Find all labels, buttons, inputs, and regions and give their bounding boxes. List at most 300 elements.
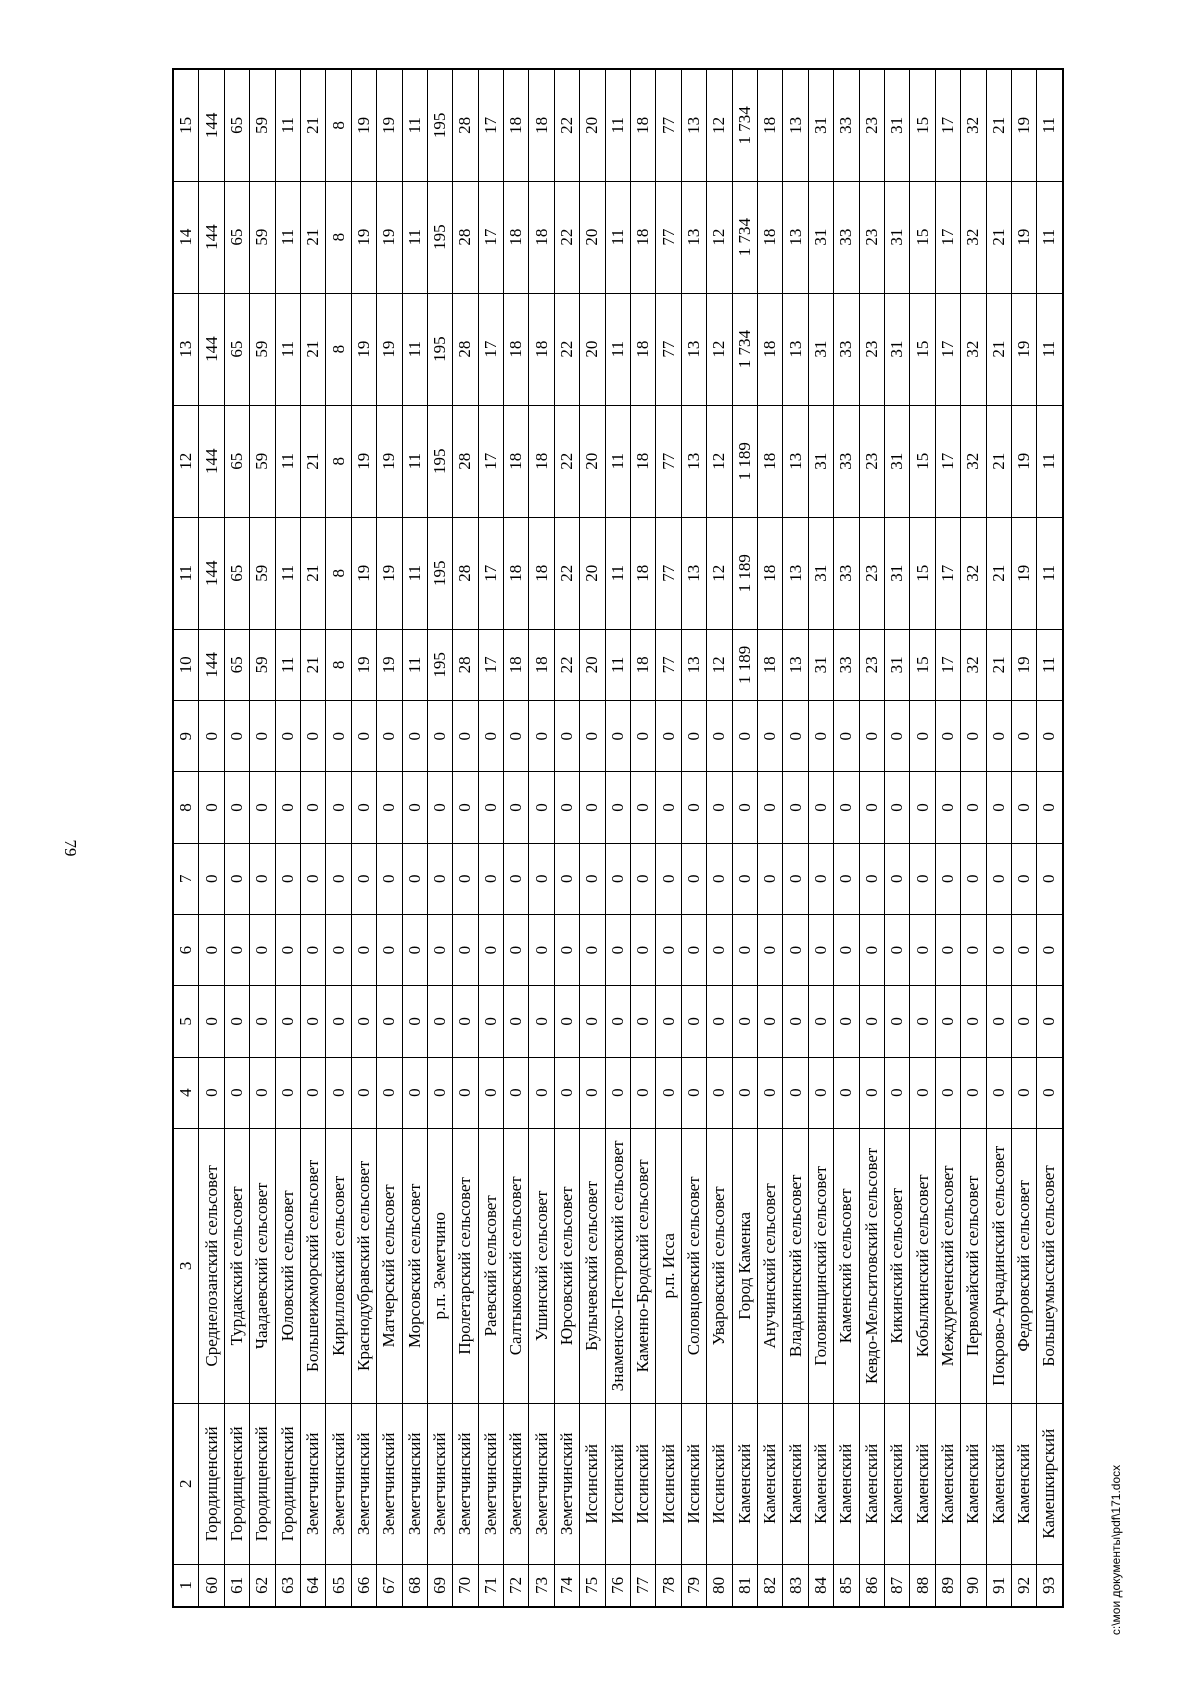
- table-cell: 0: [504, 843, 529, 914]
- table-cell: 22: [554, 629, 579, 700]
- page-number: 79: [61, 839, 80, 857]
- table-cell: 84: [808, 1564, 833, 1607]
- table-cell: 21: [986, 517, 1011, 629]
- table-cell: 32: [961, 181, 986, 293]
- table-cell: 0: [250, 701, 275, 772]
- table-cell: 0: [1037, 914, 1063, 985]
- table-cell: 18: [529, 69, 554, 181]
- table-cell: 21: [300, 405, 325, 517]
- table-cell: 88: [910, 1564, 935, 1607]
- table-cell: 0: [859, 701, 884, 772]
- header-cell-15: 15: [173, 69, 199, 181]
- table-cell: 0: [910, 986, 935, 1057]
- table-cell: 59: [250, 181, 275, 293]
- table-cell: Среднелозанский сельсовет: [199, 1128, 224, 1403]
- table-cell: Юловский сельсовет: [275, 1128, 300, 1403]
- table-cell: 32: [961, 69, 986, 181]
- table-cell: Земетчинский: [504, 1403, 529, 1564]
- table-cell: 0: [275, 1057, 300, 1128]
- table-row: [732, 69, 757, 1607]
- table-cell: 70: [453, 1564, 478, 1607]
- table-row: [707, 69, 732, 1607]
- table-cell: 11: [1037, 405, 1063, 517]
- table-cell: 77: [656, 517, 681, 629]
- header-row: [173, 69, 199, 1607]
- table-cell: 0: [224, 772, 249, 843]
- table-cell: Земетчинский: [453, 1403, 478, 1564]
- table-cell: Междуреченский сельсовет: [935, 1128, 960, 1403]
- table-cell: 1 189: [732, 629, 757, 700]
- table-cell: Кевдо-Мельситовский сельсовет: [859, 1128, 884, 1403]
- table-cell: 0: [605, 986, 630, 1057]
- header-cell-2: 2: [173, 1403, 199, 1564]
- table-cell: 0: [656, 843, 681, 914]
- table-cell: Матчерский сельсовет: [377, 1128, 402, 1403]
- table-cell: Каменский: [986, 1403, 1011, 1564]
- table-cell: 0: [580, 1057, 605, 1128]
- table-cell: 11: [605, 293, 630, 405]
- table-cell: 92: [1011, 1564, 1036, 1607]
- table-cell: 0: [529, 772, 554, 843]
- table-cell: Каменский: [884, 1403, 909, 1564]
- table-cell: 0: [707, 914, 732, 985]
- table-cell: 0: [808, 701, 833, 772]
- table-cell: 0: [1011, 1057, 1036, 1128]
- table-cell: 0: [732, 843, 757, 914]
- table-cell: 0: [605, 914, 630, 985]
- table-cell: Краснодубравский сельсовет: [351, 1128, 376, 1403]
- table-cell: 0: [351, 914, 376, 985]
- table-cell: 18: [529, 517, 554, 629]
- table-cell: 0: [377, 1057, 402, 1128]
- table-cell: 1 734: [732, 181, 757, 293]
- table-cell: 0: [732, 986, 757, 1057]
- table-cell: Знаменско-Пестровский сельсовет: [605, 1128, 630, 1403]
- table-cell: 0: [707, 701, 732, 772]
- table-row: [250, 69, 275, 1607]
- table-cell: 85: [834, 1564, 859, 1607]
- table-cell: 87: [884, 1564, 909, 1607]
- table-cell: 15: [910, 293, 935, 405]
- table-cell: 18: [757, 405, 782, 517]
- table-cell: 0: [656, 986, 681, 1057]
- table-cell: 8: [326, 405, 351, 517]
- table-cell: 0: [605, 1057, 630, 1128]
- table-cell: 90: [961, 1564, 986, 1607]
- table-cell: 0: [986, 1057, 1011, 1128]
- table-cell: Анучинский сельсовет: [757, 1128, 782, 1403]
- table-cell: 66: [351, 1564, 376, 1607]
- table-cell: 33: [834, 517, 859, 629]
- table-cell: 17: [935, 181, 960, 293]
- table-cell: 0: [300, 772, 325, 843]
- table-cell: Каменский: [732, 1403, 757, 1564]
- table-cell: Земетчинский: [478, 1403, 503, 1564]
- table-cell: 18: [529, 181, 554, 293]
- table-cell: 0: [732, 914, 757, 985]
- table-cell: 18: [504, 181, 529, 293]
- table-cell: 0: [834, 843, 859, 914]
- table-cell: 77: [656, 629, 681, 700]
- table-cell: 0: [910, 1057, 935, 1128]
- table-cell: Земетчинский: [529, 1403, 554, 1564]
- table-cell: 13: [681, 181, 706, 293]
- table-cell: Чаадаевский сельсовет: [250, 1128, 275, 1403]
- table-cell: Каменский: [757, 1403, 782, 1564]
- table-cell: 0: [351, 701, 376, 772]
- table-cell: 0: [326, 1057, 351, 1128]
- table-cell: 0: [250, 843, 275, 914]
- table-cell: 11: [605, 181, 630, 293]
- table-cell: 0: [935, 1057, 960, 1128]
- table-cell: 33: [834, 181, 859, 293]
- table-cell: 0: [326, 986, 351, 1057]
- table-cell: 31: [884, 517, 909, 629]
- table-cell: 144: [199, 181, 224, 293]
- table-cell: 0: [656, 914, 681, 985]
- table-cell: 19: [377, 405, 402, 517]
- table-cell: 19: [377, 181, 402, 293]
- table-cell: 0: [656, 772, 681, 843]
- table-cell: Городищенский: [275, 1403, 300, 1564]
- table-cell: 59: [250, 629, 275, 700]
- table-row: [605, 69, 630, 1607]
- table-cell: Пролетарский сельсовет: [453, 1128, 478, 1403]
- table-cell: 0: [377, 914, 402, 985]
- table-cell: Морсовский сельсовет: [402, 1128, 427, 1403]
- table-cell: 0: [250, 772, 275, 843]
- table-cell: Каменский: [808, 1403, 833, 1564]
- table-row: [402, 69, 427, 1607]
- table-cell: 59: [250, 517, 275, 629]
- table-cell: 74: [554, 1564, 579, 1607]
- table-cell: 0: [707, 772, 732, 843]
- table-row: [326, 69, 351, 1607]
- table-cell: 17: [935, 405, 960, 517]
- table-cell: 0: [783, 986, 808, 1057]
- table-cell: 86: [859, 1564, 884, 1607]
- table-cell: Иссинский: [605, 1403, 630, 1564]
- table-cell: Головинщинский сельсовет: [808, 1128, 833, 1403]
- table-cell: 0: [351, 986, 376, 1057]
- table-cell: 67: [377, 1564, 402, 1607]
- table-cell: 28: [453, 181, 478, 293]
- table-cell: 0: [199, 914, 224, 985]
- table-cell: 0: [884, 986, 909, 1057]
- table-cell: 144: [199, 69, 224, 181]
- table-cell: 0: [884, 843, 909, 914]
- table-cell: 19: [351, 181, 376, 293]
- table-cell: р.п. Земетчино: [427, 1128, 452, 1403]
- table-cell: 62: [250, 1564, 275, 1607]
- table-row: [808, 69, 833, 1607]
- table-cell: 0: [326, 843, 351, 914]
- table-cell: 0: [783, 772, 808, 843]
- header-cell-4: 4: [173, 1057, 199, 1128]
- table-cell: 13: [681, 293, 706, 405]
- table-cell: 28: [453, 517, 478, 629]
- table-cell: Салтыковский сельсовет: [504, 1128, 529, 1403]
- table-cell: 0: [859, 914, 884, 985]
- table-cell: 11: [605, 405, 630, 517]
- table-cell: 77: [656, 69, 681, 181]
- header-cell-13: 13: [173, 293, 199, 405]
- table-row: [884, 69, 909, 1607]
- table-cell: Кобылкинский сельсовет: [910, 1128, 935, 1403]
- table-cell: Федоровский сельсовет: [1011, 1128, 1036, 1403]
- table-cell: 0: [986, 914, 1011, 985]
- table-cell: 0: [529, 914, 554, 985]
- table-cell: 28: [453, 629, 478, 700]
- table-cell: 0: [326, 772, 351, 843]
- table-cell: 11: [275, 181, 300, 293]
- table-cell: 31: [808, 293, 833, 405]
- table-cell: 0: [1011, 772, 1036, 843]
- table-cell: 18: [757, 517, 782, 629]
- table-cell: 0: [351, 772, 376, 843]
- table-cell: 0: [961, 986, 986, 1057]
- table-cell: 0: [326, 701, 351, 772]
- table-cell: 0: [1037, 1057, 1063, 1128]
- table-cell: 0: [783, 914, 808, 985]
- table-cell: 0: [250, 914, 275, 985]
- table-cell: 65: [224, 405, 249, 517]
- table-cell: 28: [453, 293, 478, 405]
- table-cell: 0: [529, 986, 554, 1057]
- table-cell: Земетчинский: [427, 1403, 452, 1564]
- table-cell: 32: [961, 405, 986, 517]
- table-cell: Кирилловский сельсовет: [326, 1128, 351, 1403]
- table-cell: 0: [300, 914, 325, 985]
- table-cell: 13: [783, 405, 808, 517]
- table-cell: 0: [529, 843, 554, 914]
- table-cell: 64: [300, 1564, 325, 1607]
- table-cell: 0: [961, 772, 986, 843]
- table-cell: 20: [580, 293, 605, 405]
- table-cell: 31: [884, 293, 909, 405]
- table-cell: 8: [326, 69, 351, 181]
- table-cell: Камешкирский: [1037, 1403, 1063, 1564]
- table-cell: Иссинский: [631, 1403, 656, 1564]
- table-row: [300, 69, 325, 1607]
- table-cell: 31: [884, 69, 909, 181]
- table-cell: 0: [580, 772, 605, 843]
- table-cell: 59: [250, 405, 275, 517]
- table-cell: 11: [402, 629, 427, 700]
- table-cell: 69: [427, 1564, 452, 1607]
- header-cell-1: 1: [173, 1564, 199, 1607]
- header-cell-3: 3: [173, 1128, 199, 1403]
- table-cell: 18: [631, 405, 656, 517]
- table-cell: 0: [910, 701, 935, 772]
- table-cell: 0: [986, 772, 1011, 843]
- table-cell: 0: [757, 843, 782, 914]
- table-cell: 33: [834, 629, 859, 700]
- table-cell: 0: [910, 914, 935, 985]
- table-cell: 72: [504, 1564, 529, 1607]
- table-cell: Земетчинский: [402, 1403, 427, 1564]
- table-cell: 0: [478, 772, 503, 843]
- table-row: [656, 69, 681, 1607]
- table-cell: 77: [631, 1564, 656, 1607]
- data-table: [172, 68, 1064, 1608]
- table-cell: 0: [656, 701, 681, 772]
- table-cell: 17: [478, 181, 503, 293]
- table-cell: 0: [504, 914, 529, 985]
- table-cell: 0: [961, 914, 986, 985]
- table-cell: Каменский: [859, 1403, 884, 1564]
- table-cell: 77: [656, 181, 681, 293]
- table-cell: Каменский сельсовет: [834, 1128, 859, 1403]
- table-cell: 0: [453, 772, 478, 843]
- table-cell: 0: [351, 1057, 376, 1128]
- table-cell: 31: [808, 405, 833, 517]
- table-cell: 89: [935, 1564, 960, 1607]
- table-cell: 0: [1011, 701, 1036, 772]
- table-row: [199, 69, 224, 1607]
- table-cell: 0: [199, 843, 224, 914]
- table-cell: 82: [757, 1564, 782, 1607]
- table-row: [351, 69, 376, 1607]
- table-cell: 0: [453, 986, 478, 1057]
- table-cell: 22: [554, 517, 579, 629]
- table-cell: 23: [859, 629, 884, 700]
- table-cell: 0: [808, 1057, 833, 1128]
- table-cell: 0: [605, 772, 630, 843]
- table-cell: 13: [681, 405, 706, 517]
- table-cell: 28: [453, 405, 478, 517]
- table-row: [478, 69, 503, 1607]
- table-cell: 0: [884, 1057, 909, 1128]
- table-cell: 0: [478, 1057, 503, 1128]
- table-cell: 12: [707, 181, 732, 293]
- table-cell: 15: [910, 629, 935, 700]
- table-cell: 31: [884, 629, 909, 700]
- table-cell: 20: [580, 405, 605, 517]
- table-cell: 0: [377, 843, 402, 914]
- table-cell: Покрово-Арчадинский сельсовет: [986, 1128, 1011, 1403]
- table-cell: 0: [859, 843, 884, 914]
- table-cell: 0: [1037, 772, 1063, 843]
- table-cell: 22: [554, 69, 579, 181]
- table-cell: 18: [504, 517, 529, 629]
- table-cell: 23: [859, 69, 884, 181]
- table-cell: 0: [859, 986, 884, 1057]
- table-cell: 0: [402, 986, 427, 1057]
- table-cell: 79: [681, 1564, 706, 1607]
- table-cell: 23: [859, 293, 884, 405]
- table-cell: 21: [300, 293, 325, 405]
- table-cell: 0: [453, 1057, 478, 1128]
- table-cell: 19: [351, 293, 376, 405]
- table-cell: 195: [427, 405, 452, 517]
- table-cell: 60: [199, 1564, 224, 1607]
- table-cell: 1 189: [732, 517, 757, 629]
- table-cell: 21: [986, 293, 1011, 405]
- table-cell: 0: [580, 843, 605, 914]
- table-cell: 0: [1037, 986, 1063, 1057]
- table-cell: 11: [275, 293, 300, 405]
- table-cell: 0: [961, 701, 986, 772]
- table-cell: 0: [1011, 914, 1036, 985]
- table-cell: 12: [707, 293, 732, 405]
- table-cell: 0: [884, 914, 909, 985]
- table-cell: 11: [402, 293, 427, 405]
- table-cell: 21: [986, 181, 1011, 293]
- table-cell: 0: [300, 1057, 325, 1128]
- table-cell: 0: [707, 986, 732, 1057]
- table-cell: 59: [250, 69, 275, 181]
- table-cell: 19: [377, 69, 402, 181]
- table-cell: 21: [986, 629, 1011, 700]
- table-cell: 31: [808, 181, 833, 293]
- table-row: [681, 69, 706, 1607]
- table-cell: Каменский: [961, 1403, 986, 1564]
- table-cell: 0: [402, 772, 427, 843]
- table-cell: 19: [351, 405, 376, 517]
- table-cell: 23: [859, 181, 884, 293]
- table-cell: 19: [1011, 405, 1036, 517]
- table-cell: 0: [808, 914, 833, 985]
- table-cell: 18: [529, 405, 554, 517]
- table-cell: 31: [884, 405, 909, 517]
- table-cell: Земетчинский: [326, 1403, 351, 1564]
- table-cell: 13: [783, 181, 808, 293]
- table-cell: 0: [631, 701, 656, 772]
- table-cell: 0: [427, 1057, 452, 1128]
- table-cell: 0: [910, 772, 935, 843]
- table-cell: 0: [834, 772, 859, 843]
- table-cell: 17: [478, 405, 503, 517]
- table-cell: 0: [554, 843, 579, 914]
- table-cell: 0: [631, 986, 656, 1057]
- table-cell: 0: [250, 986, 275, 1057]
- table-cell: 0: [504, 701, 529, 772]
- table-cell: 21: [300, 69, 325, 181]
- table-cell: 18: [631, 517, 656, 629]
- table-cell: 13: [783, 517, 808, 629]
- table-cell: 8: [326, 293, 351, 405]
- table-cell: 71: [478, 1564, 503, 1607]
- table-cell: 0: [732, 701, 757, 772]
- table-cell: 11: [275, 69, 300, 181]
- table-row: [224, 69, 249, 1607]
- table-cell: 0: [224, 986, 249, 1057]
- table-cell: 17: [935, 629, 960, 700]
- table-cell: 65: [224, 517, 249, 629]
- table-cell: 21: [300, 629, 325, 700]
- table-cell: 65: [326, 1564, 351, 1607]
- table-cell: 0: [275, 986, 300, 1057]
- table-cell: 0: [935, 701, 960, 772]
- table-cell: 13: [681, 629, 706, 700]
- table-cell: 0: [732, 1057, 757, 1128]
- table-cell: 0: [681, 914, 706, 985]
- table-cell: 0: [199, 772, 224, 843]
- table-cell: 15: [910, 181, 935, 293]
- table-cell: Каменский: [834, 1403, 859, 1564]
- table-cell: 0: [554, 701, 579, 772]
- table-cell: 0: [859, 1057, 884, 1128]
- table-cell: 0: [783, 701, 808, 772]
- header-cell-11: 11: [173, 517, 199, 629]
- table-cell: 33: [834, 69, 859, 181]
- table-cell: 0: [681, 986, 706, 1057]
- table-cell: 195: [427, 293, 452, 405]
- table-cell: 0: [935, 843, 960, 914]
- table-cell: 19: [351, 69, 376, 181]
- table-cell: 0: [935, 914, 960, 985]
